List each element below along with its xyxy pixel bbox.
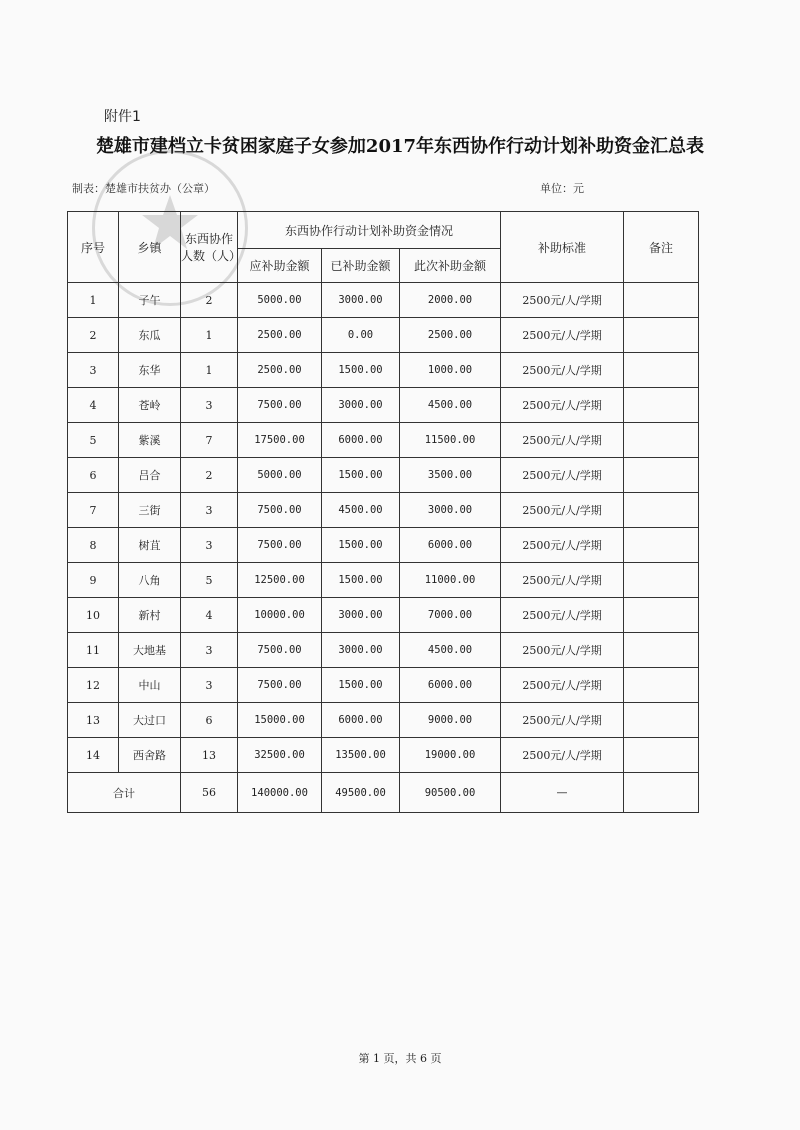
cell-paid: 6000.00 [322, 423, 400, 458]
table-body [68, 283, 699, 813]
cell-paid: 1500.00 [322, 528, 400, 563]
cell-town: 三街 [119, 493, 181, 528]
cell-seq: 11 [68, 633, 119, 668]
cell-current: 3500.00 [400, 458, 501, 493]
total-row [68, 773, 699, 813]
table-row [68, 318, 699, 353]
cell-town: 吕合 [119, 458, 181, 493]
cell-due: 5000.00 [238, 458, 322, 493]
cell-paid: 13500.00 [322, 738, 400, 773]
cell-people: 2 [181, 458, 238, 493]
cell-paid: 3000.00 [322, 633, 400, 668]
cell-seq: 4 [68, 388, 119, 423]
table-row [68, 633, 699, 668]
cell-paid: 6000.00 [322, 703, 400, 738]
header-current: 此次补助金额 [400, 249, 501, 283]
cell-remark [624, 738, 699, 773]
cell-due: 17500.00 [238, 423, 322, 458]
cell-remark [624, 318, 699, 353]
cell-due: 7500.00 [238, 633, 322, 668]
table-row [68, 458, 699, 493]
cell-people: 3 [181, 633, 238, 668]
cell-standard: 2500元/人/学期 [501, 388, 624, 423]
cell-seq: 12 [68, 668, 119, 703]
cell-paid: 1500.00 [322, 458, 400, 493]
unit-label: 单位：元 [540, 182, 584, 195]
cell-current: 6000.00 [400, 528, 501, 563]
cell-town: 中山 [119, 668, 181, 703]
cell-standard: 2500元/人/学期 [501, 458, 624, 493]
cell-due: 7500.00 [238, 388, 322, 423]
header-group: 东西协作行动计划补助资金情况 [238, 212, 501, 249]
cell-town: 东华 [119, 353, 181, 388]
cell-remark [624, 563, 699, 598]
cell-current: 4500.00 [400, 633, 501, 668]
page-number: 第 1 页，共 6 页 [358, 1052, 442, 1065]
cell-people: 4 [181, 598, 238, 633]
cell-due: 32500.00 [238, 738, 322, 773]
header-people: 东西协作人数（人） [181, 212, 238, 283]
cell-remark [624, 388, 699, 423]
total-people: 56 [181, 773, 238, 813]
cell-current: 19000.00 [400, 738, 501, 773]
table-row [68, 388, 699, 423]
cell-paid: 1500.00 [322, 668, 400, 703]
cell-current: 4500.00 [400, 388, 501, 423]
header-town: 乡镇 [119, 212, 181, 283]
annex-label: 附件1 [104, 109, 141, 125]
total-standard: — [501, 773, 624, 813]
cell-paid: 3000.00 [322, 283, 400, 318]
cell-current: 2000.00 [400, 283, 501, 318]
cell-current: 3000.00 [400, 493, 501, 528]
header-paid: 已补助金额 [322, 249, 400, 283]
cell-paid: 1500.00 [322, 353, 400, 388]
table-row [68, 493, 699, 528]
cell-seq: 9 [68, 563, 119, 598]
cell-people: 7 [181, 423, 238, 458]
cell-due: 12500.00 [238, 563, 322, 598]
table-maker: 制表：楚雄市扶贫办（公章） [72, 182, 215, 195]
cell-paid: 0.00 [322, 318, 400, 353]
header-seq: 序号 [68, 212, 119, 283]
cell-standard: 2500元/人/学期 [501, 738, 624, 773]
cell-standard: 2500元/人/学期 [501, 563, 624, 598]
cell-town: 树苴 [119, 528, 181, 563]
cell-remark [624, 528, 699, 563]
cell-due: 2500.00 [238, 353, 322, 388]
cell-standard: 2500元/人/学期 [501, 668, 624, 703]
cell-people: 3 [181, 388, 238, 423]
total-due: 140000.00 [238, 773, 322, 813]
cell-people: 3 [181, 668, 238, 703]
cell-standard: 2500元/人/学期 [501, 423, 624, 458]
cell-standard: 2500元/人/学期 [501, 493, 624, 528]
cell-seq: 8 [68, 528, 119, 563]
table-row [68, 703, 699, 738]
cell-remark [624, 598, 699, 633]
cell-seq: 14 [68, 738, 119, 773]
cell-seq: 10 [68, 598, 119, 633]
cell-due: 15000.00 [238, 703, 322, 738]
cell-town: 八角 [119, 563, 181, 598]
cell-town: 新村 [119, 598, 181, 633]
header-remark: 备注 [624, 212, 699, 283]
cell-people: 1 [181, 353, 238, 388]
cell-seq: 13 [68, 703, 119, 738]
cell-paid: 3000.00 [322, 598, 400, 633]
table-row [68, 283, 699, 318]
cell-town: 东瓜 [119, 318, 181, 353]
cell-standard: 2500元/人/学期 [501, 318, 624, 353]
cell-current: 9000.00 [400, 703, 501, 738]
table-row [68, 528, 699, 563]
cell-current: 11500.00 [400, 423, 501, 458]
cell-standard: 2500元/人/学期 [501, 353, 624, 388]
cell-remark [624, 423, 699, 458]
cell-remark [624, 633, 699, 668]
cell-standard: 2500元/人/学期 [501, 598, 624, 633]
cell-standard: 2500元/人/学期 [501, 528, 624, 563]
cell-remark [624, 283, 699, 318]
cell-seq: 3 [68, 353, 119, 388]
cell-town: 子午 [119, 283, 181, 318]
cell-seq: 5 [68, 423, 119, 458]
cell-current: 2500.00 [400, 318, 501, 353]
total-label: 合计 [68, 773, 181, 813]
table-row [68, 738, 699, 773]
cell-town: 紫溪 [119, 423, 181, 458]
cell-people: 5 [181, 563, 238, 598]
cell-due: 10000.00 [238, 598, 322, 633]
cell-current: 7000.00 [400, 598, 501, 633]
header-due: 应补助金额 [238, 249, 322, 283]
cell-town: 西舍路 [119, 738, 181, 773]
table-row [68, 598, 699, 633]
cell-seq: 7 [68, 493, 119, 528]
cell-people: 3 [181, 528, 238, 563]
total-remark [624, 773, 699, 813]
cell-town: 大过口 [119, 703, 181, 738]
cell-people: 1 [181, 318, 238, 353]
cell-due: 7500.00 [238, 528, 322, 563]
cell-paid: 1500.00 [322, 563, 400, 598]
cell-standard: 2500元/人/学期 [501, 703, 624, 738]
total-paid: 49500.00 [322, 773, 400, 813]
cell-current: 6000.00 [400, 668, 501, 703]
total-current: 90500.00 [400, 773, 501, 813]
cell-standard: 2500元/人/学期 [501, 633, 624, 668]
cell-due: 2500.00 [238, 318, 322, 353]
cell-paid: 3000.00 [322, 388, 400, 423]
cell-current: 11000.00 [400, 563, 501, 598]
cell-paid: 4500.00 [322, 493, 400, 528]
cell-people: 13 [181, 738, 238, 773]
cell-seq: 2 [68, 318, 119, 353]
table-row [68, 668, 699, 703]
cell-remark [624, 353, 699, 388]
cell-remark [624, 493, 699, 528]
table-row [68, 423, 699, 458]
table-row [68, 563, 699, 598]
cell-due: 7500.00 [238, 493, 322, 528]
cell-seq: 6 [68, 458, 119, 493]
document-title: 楚雄市建档立卡贫困家庭子女参加2017年东西协作行动计划补助资金汇总表 [95, 136, 705, 157]
cell-people: 2 [181, 283, 238, 318]
cell-remark [624, 458, 699, 493]
cell-remark [624, 668, 699, 703]
cell-town: 苍岭 [119, 388, 181, 423]
table-row [68, 353, 699, 388]
cell-people: 3 [181, 493, 238, 528]
header-standard: 补助标准 [501, 212, 624, 283]
cell-due: 5000.00 [238, 283, 322, 318]
cell-town: 大地基 [119, 633, 181, 668]
cell-seq: 1 [68, 283, 119, 318]
cell-due: 7500.00 [238, 668, 322, 703]
cell-remark [624, 703, 699, 738]
cell-people: 6 [181, 703, 238, 738]
subsidy-summary-table [67, 211, 699, 813]
cell-current: 1000.00 [400, 353, 501, 388]
cell-standard: 2500元/人/学期 [501, 283, 624, 318]
